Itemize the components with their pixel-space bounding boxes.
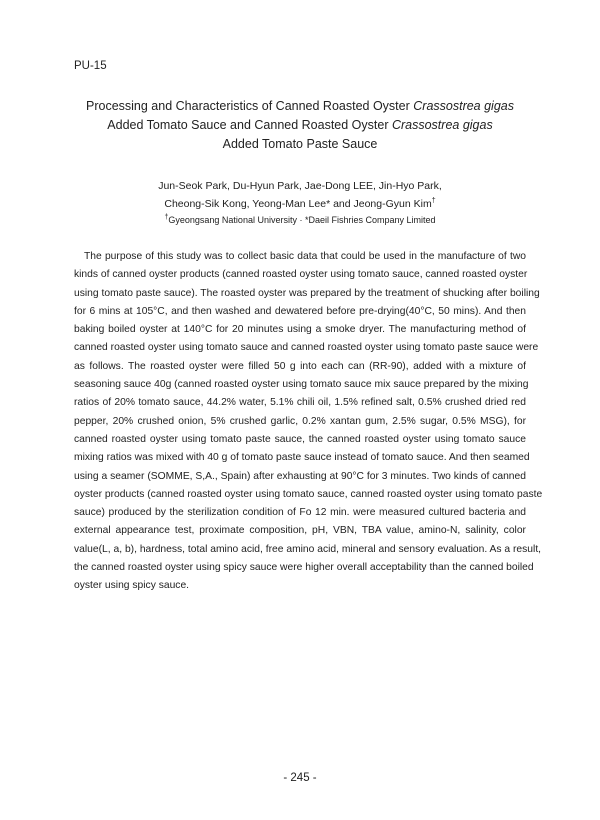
title-line-3: Added Tomato Paste Sauce <box>222 137 378 151</box>
abstract-line: as follows. The roasted oyster were filled 50 g into each can (RR-90), added with a mixture of <box>74 360 526 372</box>
affiliation: †Gyeongsang National University · *Daeil Fishries Company Limited <box>164 214 436 225</box>
abstract-line: kinds of canned oyster products (canned roasted oyster using tomato sauce, canned roasted oyster <box>74 269 528 281</box>
author-block <box>70 177 530 227</box>
title-line-1: Processing and Characteristics of Canned Roasted Oyster Crassostrea gigas <box>86 99 514 113</box>
abstract-line: pepper, 20% crushed onion, 5% crushed garlic, 0.2% xantan gum, 2.5% sugar, 0.5% MSG), for <box>74 415 526 427</box>
dagger-mark: † <box>431 197 436 205</box>
authors-line-1: Jun-Seok Park, Du-Hyun Park, Jae-Dong LEE, Jin-Hyo Park, <box>158 180 442 192</box>
paper-title <box>70 97 530 154</box>
species-name: Crassostrea gigas <box>413 99 514 113</box>
abstract-line: canned roasted oyster using tomato sauce and canned roasted oyster using tomato paste sauce were <box>74 342 539 354</box>
abstract-line: using tomato paste sauce). The roasted oyster was prepared by the treatment of shucking after boiling <box>74 287 540 299</box>
abstract-line: value(L, a, b), hardness, total amino acid, free amino acid, mineral and sensory evaluation. As a result, <box>74 543 542 555</box>
abstract-line: for 6 mins at 105°C, and then washed and dewatered before pre-drying(40°C, 50 mins). And then <box>74 305 526 317</box>
abstract-line: ratios of 20% tomato sauce, 44.2% water, 5.1% chili oil, 1.5% refined salt, 0.5% crushed dried red <box>74 397 526 409</box>
session-code: PU-15 <box>74 60 107 72</box>
abstract-line: The purpose of this study was to collect basic data that could be used in the manufacture of two <box>84 251 526 262</box>
abstract-line: sauce) produced by the sterilization condition of Fo 12 min. were measured cultured bacteria and <box>74 507 526 519</box>
abstract-line: baking boiled oyster at 140°C for 20 minutes using a smoke dryer. The manufacturing method of <box>74 324 526 336</box>
page-number: - 245 - <box>283 772 317 784</box>
abstract-line: seasoning sauce 40g (canned roasted oyster using tomato sauce mix sauce prepared by the mixing <box>74 379 529 391</box>
abstract-line: oyster using spicy sauce. <box>74 580 190 592</box>
species-name: Crassostrea gigas <box>391 118 493 132</box>
abstract-line: mixing ratios was mixed with 40 g of tomato paste sauce instead of tomato sauce. And then seamed <box>74 452 530 464</box>
dagger-mark: † <box>164 214 169 221</box>
abstract-line: canned roasted oyster using tomato paste sauce, the canned roasted oyster using tomato sauce <box>74 433 526 445</box>
abstract-line: using a seamer (SOMME, S,A., Spain) after exhausting at 90°C for 3 minutes. Two kinds of canned <box>74 470 526 482</box>
abstract-line: external appearance test, proximate composition, pH, VBN, TBA value, amino-N, salinity, color <box>74 525 526 537</box>
authors-line-2: Cheong-Sik Kong, Yeong-Man Lee* and Jeong-Gyun Kim† <box>164 197 436 210</box>
abstract-line: the canned roasted oyster using spicy sauce were higher overall acceptability than the canned boiled <box>74 562 534 574</box>
title-line-2: Added Tomato Sauce and Canned Roasted Oyster Crassostrea gigas <box>107 118 493 132</box>
abstract-body <box>74 248 543 596</box>
abstract-line: oyster products (canned roasted oyster using tomato sauce, canned roasted oyster using tomato paste <box>74 488 543 500</box>
